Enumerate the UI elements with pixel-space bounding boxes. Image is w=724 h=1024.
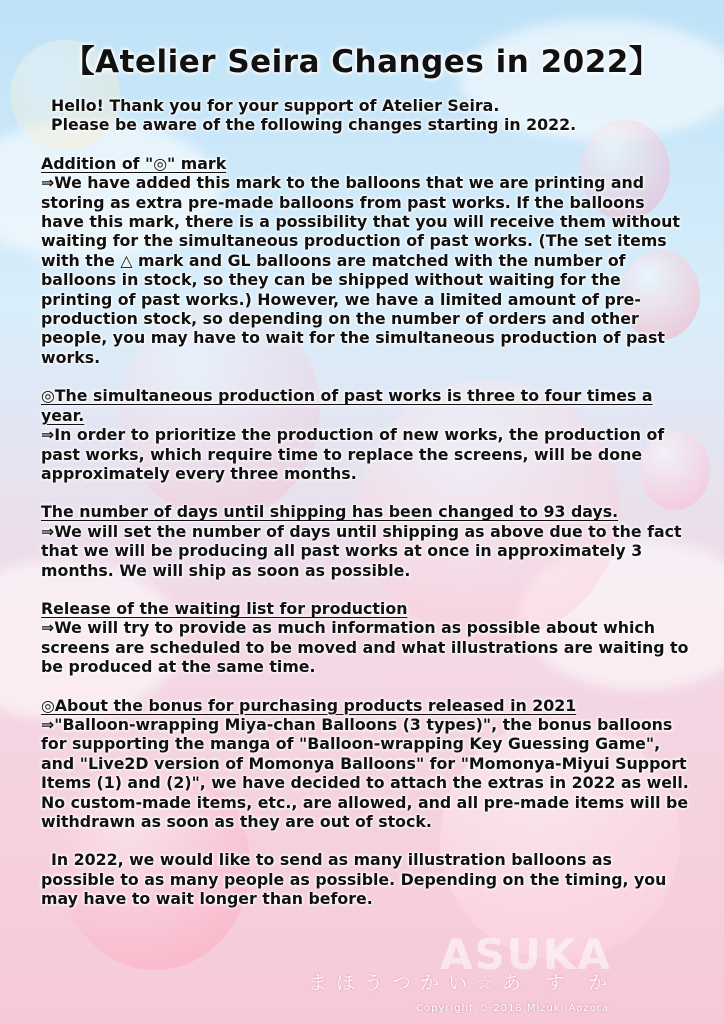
section-heading: ◎About the bonus for purchasing products released in 2021 — [41, 695, 577, 715]
intro-line: Hello! Thank you for your support of Atelier Seira. — [51, 96, 500, 115]
section-body: ⇒In order to prioritize the production of new works, the production of past works, which require time to replace the screens, will be done approximately every three months. — [41, 425, 665, 483]
artwork-kana-title: まほうつかい☆あ す か — [308, 972, 617, 994]
section-heading: Release of the waiting list for production — [41, 598, 408, 618]
intro-line: Please be aware of the following changes starting in 2022. — [51, 115, 577, 135]
section-waiting-list — [41, 599, 689, 677]
section-mark-addition — [41, 154, 689, 367]
section-heading: Addition of "◎" mark — [41, 153, 227, 173]
section-body: ⇒"Balloon-wrapping Miya-chan Balloons (3 types)", the bonus balloons for supporting the manga of "Balloon-wrapping Key Guessing Game", and "Live2D version of Momonya Balloons" for "Momonya-Miyui Support Items (1) and (2)", we have decided to attach the extras in 2022 as well. No custom-made items, etc., are allowed, and all pre-made items will be withdrawn as soon as they are out of stock. — [41, 714, 689, 831]
section-bonus-2021 — [41, 696, 689, 832]
closing-message: In 2022, we would like to send as many illustration balloons as possible to as many people as possible. Depending on the timing, you may have to wait longer than before. — [41, 850, 667, 909]
section-heading: The number of days until shipping has been changed to 93 days. — [41, 502, 619, 522]
copyright-notice: Copyright © 2018 Mizuki Aozora — [416, 1003, 609, 1014]
notice-content — [41, 96, 689, 909]
page-title: 【Atelier Seira Changes in 2022】 — [63, 44, 661, 80]
intro — [41, 96, 689, 135]
artwork-logo: ASUKA — [440, 930, 612, 979]
section-heading: ◎The simultaneous production of past works is three to four times a year. — [41, 386, 653, 425]
section-shipping-days — [41, 502, 689, 580]
section-body: ⇒We will set the number of days until shipping as above due to the fact that we will be producing all past works at once in approximately 3 months. We will ship as soon as possible. — [41, 521, 682, 580]
section-body: ⇒We have added this mark to the balloons that we are printing and storing as extra pre-made balloons from past works. If the balloons have this mark, there is a possibility that you will receive them without waiting for the simultaneous production of past works. (The set items with the △ mark and GL balloons are matched with the number of balloons in stock, so they can be shipped without waiting for the printing of past works.) However, we have a limited amount of pre-production stock, so depending on the number of orders and other people, you may have to wait for the simultaneous production of past works. — [41, 173, 680, 367]
section-production-frequency — [41, 386, 689, 483]
section-body: ⇒We will try to provide as much information as possible about which screens are scheduled to be moved and what illustrations are waiting to be produced at the same time. — [41, 618, 689, 677]
